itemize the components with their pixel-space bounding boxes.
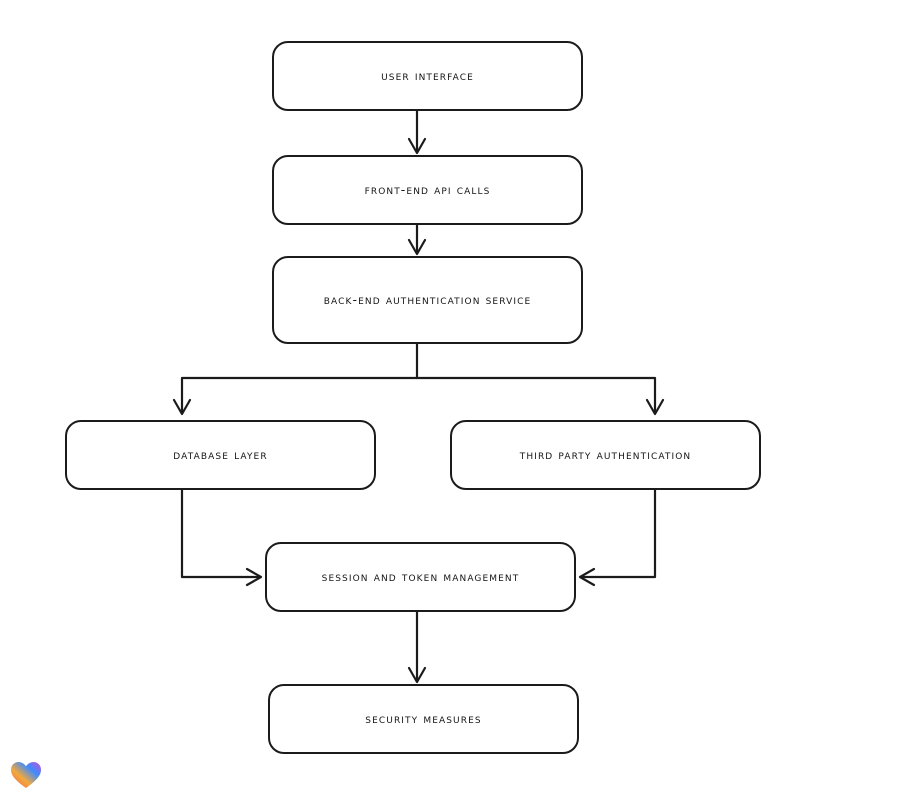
node-label: session and token management [321,568,520,584]
edge-backend-bus-right [417,378,655,411]
node-user-interface[interactable] [272,41,583,111]
node-label: user interface [381,67,474,83]
node-label: back-end authentication service [323,291,532,307]
node-label: database layer [173,446,268,462]
node-database-layer[interactable] [65,420,376,490]
node-back-end-authentication-service[interactable] [272,256,583,344]
arrow-head-thirdparty-to-session [580,569,594,585]
edge-thirdparty-to-session [583,490,655,577]
arrow-head-backend-to-thirdparty [647,400,663,414]
edge-backend-bus [182,344,417,411]
node-session-and-token-management[interactable] [265,542,576,612]
node-label: front-end api calls [364,181,491,197]
node-front-end-api-calls[interactable] [272,155,583,225]
arrow-head-session-to-security [409,668,425,682]
node-label: third party authentication [519,446,692,462]
arrow-head-ui-to-api [409,139,425,153]
arrow-head-db-to-session [247,569,261,585]
heart-icon [8,757,44,793]
node-security-measures[interactable] [268,684,579,754]
edge-db-to-session [182,490,258,577]
arrow-head-backend-to-db [174,400,190,414]
node-third-party-authentication[interactable] [450,420,761,490]
node-label: security measures [365,710,482,726]
arrow-head-api-to-backend [409,240,425,254]
